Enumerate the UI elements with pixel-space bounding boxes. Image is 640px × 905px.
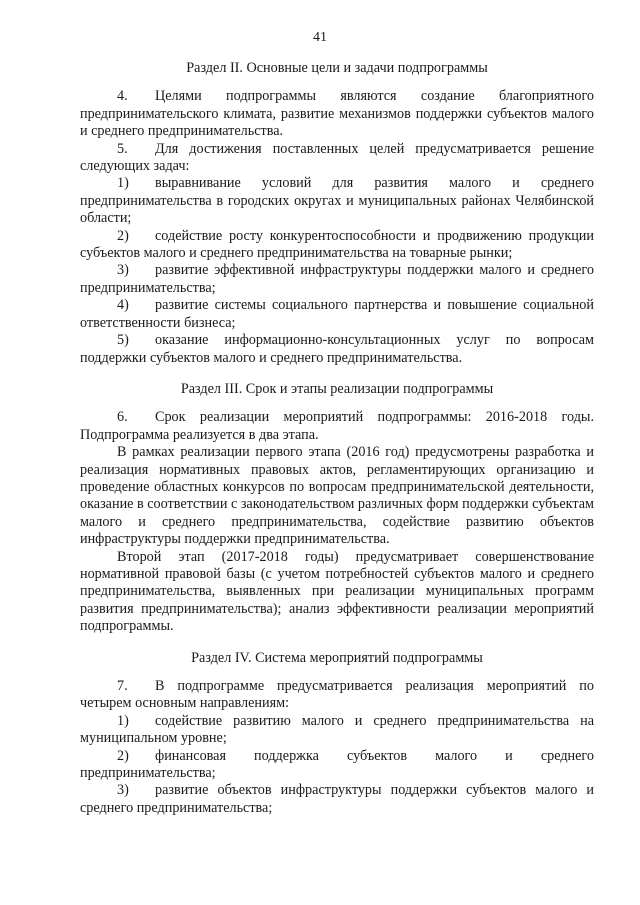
paragraph-text: Для достижения поставленных целей предусматривается решение следующих задач: xyxy=(80,140,594,175)
paragraph-4 xyxy=(80,88,594,140)
section-4-heading: Раздел IV. Система мероприятий подпрограммы xyxy=(191,649,483,666)
paragraph-number: 4. xyxy=(117,88,128,105)
section-gap xyxy=(80,636,594,644)
section-2-heading: Раздел II. Основные цели и задачи подпрограммы xyxy=(186,60,488,76)
task-item-4 xyxy=(80,297,594,332)
item-text: развитие системы социального партнерства и повышение социальной ответственности бизнеса; xyxy=(80,297,594,331)
item-text: развитие объектов инфраструктуры поддержки субъектов малого и среднего предпринимательства; xyxy=(80,782,594,816)
item-number: 5) xyxy=(117,332,129,349)
direction-item-1 xyxy=(80,713,594,748)
item-number: 1) xyxy=(117,712,129,729)
document-body xyxy=(80,52,594,817)
item-number: 1) xyxy=(117,175,129,192)
paragraph-text: Срок реализации мероприятий подпрограммы: 2016-2018 годы. Подпрограмма реализуется в два этапа. xyxy=(80,409,594,443)
task-item-2 xyxy=(80,228,594,263)
task-item-3 xyxy=(80,262,594,297)
paragraph-stage-1: В рамках реализации первого этапа (2016 год) предусмотрены разработка и реализация нормативных правовых актов, регламентирующих организацию и проведение областных конкурсов по вопросам предпринимательской деятельности, оказание в соответствии с законодательством различных форм поддержки субъектам малого и среднего предпринимательства, содействие развитию объектов инфраструктуры поддержки предпринимательства. xyxy=(80,444,594,548)
paragraph-stage-2: Второй этап (2017-2018 годы) предусматривает совершенствование нормативной правовой базы (с учетом потребностей субъектов малого и среднего предпринимательства, выявленных при реализации муниципальных программ развития предпринимательства); анализ эффективности реализации мероприятий подпрограммы. xyxy=(80,548,594,635)
direction-item-2 xyxy=(80,748,594,783)
item-text: финансовая поддержка субъектов малого и среднего предпринимательства; xyxy=(80,747,594,782)
item-number: 3) xyxy=(117,262,129,279)
paragraph-5 xyxy=(80,141,594,176)
task-item-5 xyxy=(80,332,594,367)
item-text: оказание информационно-консультационных услуг по вопросам поддержки субъектов малого и среднего предпринимательства. xyxy=(80,332,594,366)
item-number: 2) xyxy=(117,747,129,764)
item-text: содействие росту конкурентоспособности и продвижению продукции субъектов малого и среднего предпринимательства на товарные рынки; xyxy=(80,227,594,262)
item-number: 4) xyxy=(117,297,129,314)
paragraph-7 xyxy=(80,678,594,713)
item-number: 3) xyxy=(117,782,129,799)
item-text: развитие эффективной инфраструктуры поддержки малого и среднего предпринимательства; xyxy=(80,262,594,296)
task-item-1 xyxy=(80,175,594,227)
direction-item-3 xyxy=(80,782,594,817)
paragraph-number: 7. xyxy=(117,678,128,694)
paragraph-text: Целями подпрограммы являются создание благоприятного предпринимательского климата, развитие механизмов поддержки субъектов малого и среднего предпринимательства. xyxy=(80,88,594,140)
paragraph-text: В подпрограмме предусматривается реализация мероприятий по четырем основным направлениям: xyxy=(80,678,594,712)
paragraph-number: 5. xyxy=(117,140,128,157)
item-text: содействие развитию малого и среднего предпринимательства на муниципальном уровне; xyxy=(80,712,594,747)
item-number: 2) xyxy=(117,227,129,244)
section-gap xyxy=(80,367,594,375)
item-text: выравнивание условий для развития малого и среднего предпринимательства в городских округах и муниципальных районах Челябинской области; xyxy=(80,175,594,227)
paragraph-number: 6. xyxy=(117,409,128,426)
section-3-heading: Раздел III. Срок и этапы реализации подпрограммы xyxy=(180,380,494,397)
paragraph-6 xyxy=(80,409,594,444)
page-number: 41 xyxy=(313,30,327,45)
